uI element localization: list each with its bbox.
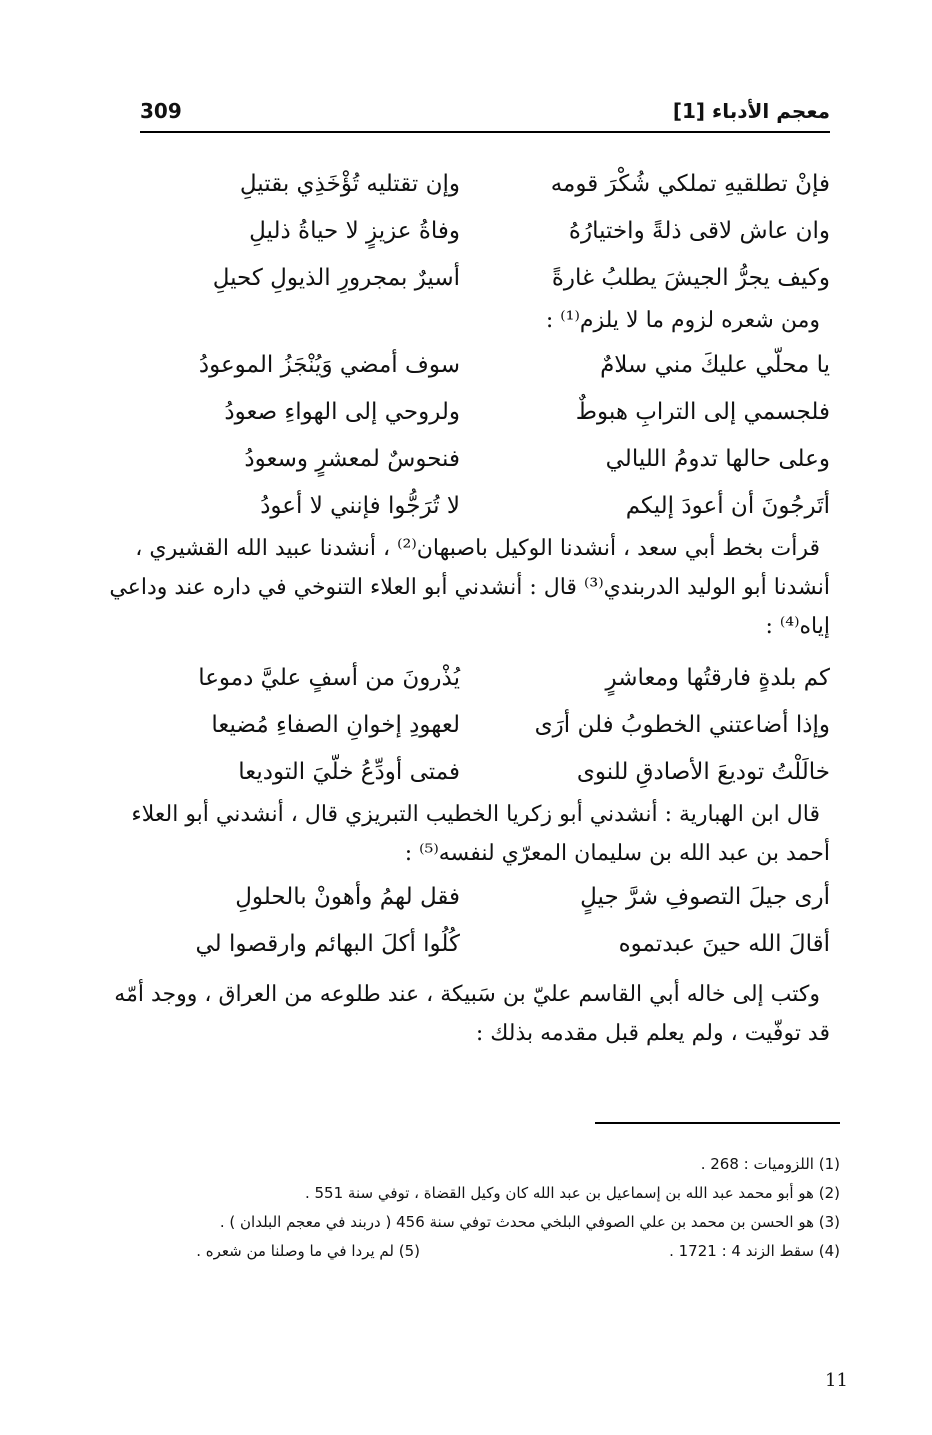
verse-second-hemistich: فقل لهمُ وأهونْ بالحلولِ bbox=[235, 883, 460, 910]
prose-paragraph-3 bbox=[114, 975, 830, 1053]
verse-second-hemistich: فمتى أودِّعُ خلّيَ التوديعا bbox=[238, 758, 460, 785]
verse bbox=[130, 748, 830, 795]
footnote: (2) هو أبو محمد عبد الله بن إسماعيل بن عبد الله كان وكيل القضاة ، توفي سنة 551 . bbox=[304, 1184, 840, 1202]
footnote: (1) اللزوميات : 268 . bbox=[700, 1155, 840, 1173]
verse bbox=[130, 482, 830, 529]
prose-line: أنشدنا أبو الوليد الدربندي⁽³⁾ قال : أنشدني أبو العلاء التنوخي في داره عند وداعي bbox=[109, 575, 830, 600]
prose-line: قد توفّيت ، ولم يعلم قبل مقدمه بذلك : bbox=[475, 1021, 830, 1046]
poem-intro: ومن شعره لزوم ما لا يلزم⁽¹⁾ : bbox=[545, 308, 820, 333]
verse bbox=[130, 873, 830, 920]
page-number: 309 bbox=[140, 99, 182, 123]
verse-second-hemistich: لا تُرَجُّوا فإنني لا أعودُ bbox=[260, 492, 460, 519]
book-title: معجم الأدباء [1] bbox=[672, 99, 830, 123]
prose-line: وكتب إلى خاله أبي القاسم عليّ بن سَبيكة ، عند طلوعه من العراق ، ووجد أمّه bbox=[114, 982, 820, 1007]
verse bbox=[130, 388, 830, 435]
verse-first-hemistich: خالَلْتُ توديعَ الأصادقِ للنوى bbox=[576, 758, 830, 785]
verse-second-hemistich: وفاةُ عزيزٍ لا حياةُ ذليلِ bbox=[249, 217, 460, 244]
poem-section-2 bbox=[130, 341, 830, 529]
verse bbox=[130, 160, 830, 207]
main-text bbox=[109, 160, 830, 1053]
running-header bbox=[140, 95, 830, 135]
verse-first-hemistich: فلجسمي إلى الترابِ هبوطٌ bbox=[575, 398, 830, 425]
verse-first-hemistich: يا محلّي عليكَ مني سلامٌ bbox=[600, 351, 830, 378]
verse bbox=[130, 920, 830, 967]
spacer bbox=[130, 646, 830, 654]
verse bbox=[130, 701, 830, 748]
verse-first-hemistich: فإنْ تطلقيهِ تملكي شُكْرَ قومه bbox=[550, 170, 830, 197]
spacer bbox=[130, 967, 830, 975]
prose-paragraph-2 bbox=[130, 795, 830, 873]
prose-paragraph-1 bbox=[109, 529, 830, 646]
verse-first-hemistich: كم بلدةٍ فارقتُها ومعاشرٍ bbox=[605, 664, 830, 691]
signature-mark: 11 bbox=[825, 1370, 848, 1391]
footnotes bbox=[150, 1150, 840, 1266]
footnote-row bbox=[150, 1237, 840, 1266]
verse-second-hemistich: أسيرٌ بمجرورِ الذيولِ كحيلِ bbox=[212, 264, 460, 291]
verse-first-hemistich: أقالَ الله حينَ عبدتموه bbox=[618, 930, 830, 957]
verse bbox=[130, 207, 830, 254]
verse-second-hemistich: سوف أمضي وَيُنْجَزُ الموعودُ bbox=[198, 351, 460, 378]
prose-line: أحمد بن عبد الله بن سليمان المعرّي لنفسه⁽⁵⁾ : bbox=[404, 841, 830, 866]
verse-first-hemistich: وعلى حالها تدومُ الليالي bbox=[605, 445, 830, 472]
footnote: (3) هو الحسن بن محمد بن علي الصوفي البلخي محدث توفي سنة 456 ( دربند في معجم البلدان ) . bbox=[219, 1213, 840, 1231]
verse-second-hemistich: ولروحي إلى الهواءِ صعودُ bbox=[224, 398, 460, 425]
verse bbox=[130, 254, 830, 301]
prose-line: إياه⁽⁴⁾ : bbox=[765, 614, 830, 639]
verse bbox=[130, 435, 830, 482]
prose-line: قرأت بخط أبي سعد ، أنشدنا الوكيل باصبهان⁽²⁾ ، أنشدنا عبيد الله القشيري ، bbox=[135, 536, 820, 561]
footnote-rule bbox=[595, 1122, 840, 1124]
verse-second-hemistich: لعهودِ إخوانِ الصفاءِ مُضيعا bbox=[211, 711, 460, 738]
header-rule bbox=[140, 131, 830, 133]
verse bbox=[130, 654, 830, 701]
prose-line: قال ابن الهبارية : أنشدني أبو زكريا الخطيب التبريزي قال ، أنشدني أبو العلاء bbox=[131, 802, 820, 827]
verse-second-hemistich: يُذْرونَ من أسفٍ عليَّ دموعا bbox=[198, 664, 460, 691]
verse-second-hemistich: فنحوسٌ لمعشرٍ وسعودُ bbox=[244, 445, 460, 472]
poem-section-1 bbox=[130, 160, 830, 301]
poem-section-4 bbox=[130, 873, 830, 967]
poem-section-3 bbox=[130, 654, 830, 795]
verse-first-hemistich: وإذا أضاعتني الخطوبُ فلن أرَى bbox=[534, 711, 830, 738]
footnote: (4) سقط الزند 4 : 1721 . bbox=[669, 1242, 840, 1260]
footnote: (5) لم يردا في ما وصلنا من شعره . bbox=[196, 1242, 420, 1260]
verse-second-hemistich: كُلُوا أكلَ البهائم وارقصوا لي bbox=[195, 930, 460, 957]
verse bbox=[130, 341, 830, 388]
verse-first-hemistich: وكيف يجرُّ الجيشَ يطلبُ غارةً bbox=[551, 264, 830, 291]
verse-second-hemistich: وإن تقتليه تُؤْخَذِي بقتيلِ bbox=[239, 170, 460, 197]
verse-first-hemistich: أتَرجُونَ أن أعودَ إليكم bbox=[625, 492, 830, 519]
verse-first-hemistich: أرى جيلَ التصوفِ شرَّ جيلٍ bbox=[580, 883, 830, 910]
verse-first-hemistich: وان عاش لاقى ذلةً واختيارُهُ bbox=[568, 217, 830, 244]
